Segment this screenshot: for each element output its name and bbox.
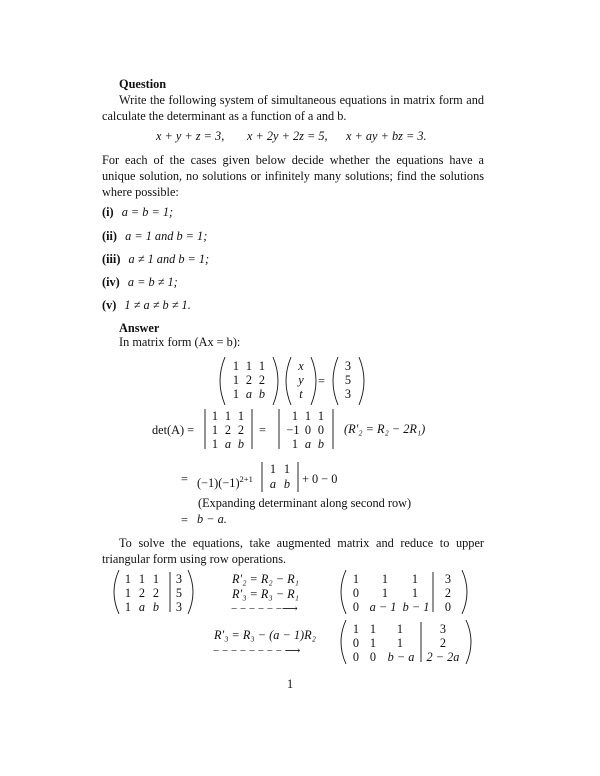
case-label: (iv): [102, 275, 120, 289]
step2-left-paren: [341, 620, 346, 664]
step1-cell: 1: [381, 572, 389, 586]
vector-b-cell: 3: [344, 387, 352, 401]
matrix-a-cell: b: [258, 387, 266, 401]
equals-sign: =: [318, 374, 325, 388]
equals-sign: =: [259, 423, 266, 437]
step2-right-paren: [466, 620, 471, 664]
step1-cell: 1: [411, 572, 419, 586]
minor-cell: 1: [269, 462, 277, 476]
det-cell: 1: [211, 437, 219, 451]
det-reduced-cell: 1: [304, 409, 312, 423]
det-label-text: det(A) =: [152, 423, 195, 437]
case-text: 1 ≠ a ≠ b ≠ 1.: [124, 298, 191, 312]
vector-b-right-paren: [359, 357, 364, 405]
vector-x-cell: t: [299, 387, 303, 401]
det-reduced-cell: 1: [317, 409, 325, 423]
expansion-exponent: 2+1: [239, 474, 253, 484]
reduce-paragraph: To solve the equations, take augmented matrix and reduce to upper triangular form using row operations.: [102, 536, 484, 566]
step2-cell: 1: [396, 636, 404, 650]
step1-op: R′₃ = R₃ − R₁: [232, 587, 299, 601]
det-cell: 2: [224, 423, 232, 437]
aug-cell: 1: [124, 586, 132, 600]
step1-cell: 0: [352, 586, 360, 600]
matrix-a-cell: 1: [258, 359, 266, 373]
step2-rhs-cell: [422, 651, 464, 664]
minor-cell: b: [283, 477, 291, 491]
aug-rhs-cell: 5: [175, 586, 183, 600]
step2-cell: 1: [369, 636, 377, 650]
expansion-prefix: [197, 471, 253, 491]
aug-cell: 2: [138, 586, 146, 600]
det-reduced-cell: −1: [286, 423, 300, 437]
aug-rhs-cell: 3: [175, 600, 183, 614]
det-reduced-cell: 1: [291, 437, 299, 451]
step2-cell: 1: [396, 622, 404, 636]
matrix-a-cell: a: [245, 387, 253, 401]
matrix-a-cell: 1: [245, 359, 253, 373]
det-cell: 2: [237, 423, 245, 437]
case-text: a = b = 1;: [121, 205, 174, 219]
case-label: (ii): [102, 229, 118, 243]
step1-cell: 0: [352, 600, 360, 614]
det-label: [152, 422, 194, 438]
step1-cell: 1: [381, 586, 389, 600]
case-text: a = 1 and b = 1;: [125, 229, 208, 243]
step1-cell: 1: [411, 586, 419, 600]
equation-3: x + ay + bz = 3.: [346, 129, 427, 143]
det-result: b − a.: [197, 512, 227, 526]
aug-cell: 1: [138, 572, 146, 586]
arrow-1: − − − − − −⟶: [231, 603, 298, 615]
det-cell: 1: [211, 423, 219, 437]
aug-cell: 1: [124, 572, 132, 586]
minor-cell: a: [269, 477, 277, 491]
det-reduced-cell: 0: [304, 423, 312, 437]
aug-cell: 1: [152, 572, 160, 586]
aug-right-paren: [188, 570, 193, 614]
det-reduced-cell: 0: [317, 423, 325, 437]
question-intro: Write the following system of simultaneous equations in matrix form and calculate the determinant as a function of a and b.: [102, 93, 484, 123]
vector-b-left-paren: [333, 357, 338, 405]
aug-cell: b: [152, 600, 160, 614]
vector-x-left-paren: [286, 357, 291, 405]
det-reduced-cell: a: [304, 437, 312, 451]
det-cell: 1: [237, 409, 245, 423]
vector-b-cell: 3: [344, 359, 352, 373]
det-cell: a: [224, 437, 232, 451]
step2-cell: 0: [352, 636, 360, 650]
step2-cell: 0: [369, 650, 377, 664]
aug-cell: 1: [124, 600, 132, 614]
vector-x-cell: y: [298, 373, 304, 387]
expansion-prefix-text: (−1)(−1): [197, 476, 240, 491]
aug-left-paren: [114, 570, 119, 614]
case-label: (v): [102, 298, 117, 312]
expansion-note: (Expanding determinant along second row): [198, 496, 412, 510]
cases-intro: For each of the cases given below decide whether the equations have a unique solution, no solutions or infinitely many solutions; find the solutions where possible:: [102, 153, 484, 199]
matrix-a-cell: 1: [232, 387, 240, 401]
case-text: a = b ≠ 1;: [127, 275, 178, 289]
vector-x-cell: x: [298, 359, 304, 373]
matrix-form-line: In matrix form (Ax = b):: [119, 335, 241, 349]
matrix-a-cell: 2: [258, 373, 266, 387]
equation-2: x + 2y + 2z = 5,: [247, 129, 328, 143]
step2-cell: 0: [352, 650, 360, 664]
matrix-a-left-paren: [220, 357, 225, 405]
det-reduced-cell: b: [317, 437, 325, 451]
step2-cell: 1: [369, 622, 377, 636]
matrix-a-right-paren: [273, 357, 278, 405]
step2-rhs-cell: 3: [439, 622, 447, 636]
step1-rhs-cell: 2: [444, 586, 452, 600]
step2-cell: 1: [352, 622, 360, 636]
minor-cell: 1: [283, 462, 291, 476]
matrix-a-cell: 1: [232, 373, 240, 387]
vector-b-cell: 5: [344, 373, 352, 387]
matrix-a-cell: 2: [245, 373, 253, 387]
matrix-a-cell: 1: [232, 359, 240, 373]
det-cell: b: [237, 437, 245, 451]
page-number: 1: [287, 677, 294, 691]
equation-1: x + y + z = 3,: [156, 129, 225, 143]
det-cell: 1: [211, 409, 219, 423]
expansion-suffix: + 0 − 0: [302, 472, 338, 486]
question-heading: Question: [119, 77, 167, 91]
aug-cell: 2: [152, 586, 160, 600]
step1-cell: a − 1: [369, 600, 397, 614]
step2-op: R′₃ = R₃ − (a − 1)R₂: [214, 628, 316, 642]
step1-cell: b − 1: [402, 600, 430, 614]
step2-rhs-text: 2 − 2a: [426, 650, 460, 664]
step1-left-paren: [341, 570, 346, 614]
step2-rhs-cell: 2: [439, 636, 447, 650]
case-label: (iii): [102, 252, 121, 266]
det-cell: 1: [224, 409, 232, 423]
case-label: (i): [102, 205, 114, 219]
step1-rhs-cell: 0: [444, 600, 452, 614]
arrow-2: − − − − − − − − ⟶: [213, 645, 301, 657]
step1-op: R′₂ = R₂ − R₁: [232, 572, 299, 586]
det-row-op: (R′₂ = R₂ − 2R₁): [344, 422, 426, 436]
case-text: a ≠ 1 and b = 1;: [128, 252, 210, 266]
step1-cell: 1: [352, 572, 360, 586]
aug-cell: a: [138, 600, 146, 614]
step1-right-paren: [462, 570, 467, 614]
aug-rhs-cell: 3: [175, 572, 183, 586]
step1-rhs-cell: 3: [444, 572, 452, 586]
det-reduced-cell: 1: [291, 409, 299, 423]
vector-x-right-paren: [311, 357, 316, 405]
step2-cell: b − a: [387, 650, 415, 664]
answer-heading: Answer: [119, 321, 160, 335]
equals-sign: =: [181, 472, 188, 486]
equals-sign: =: [181, 513, 188, 527]
